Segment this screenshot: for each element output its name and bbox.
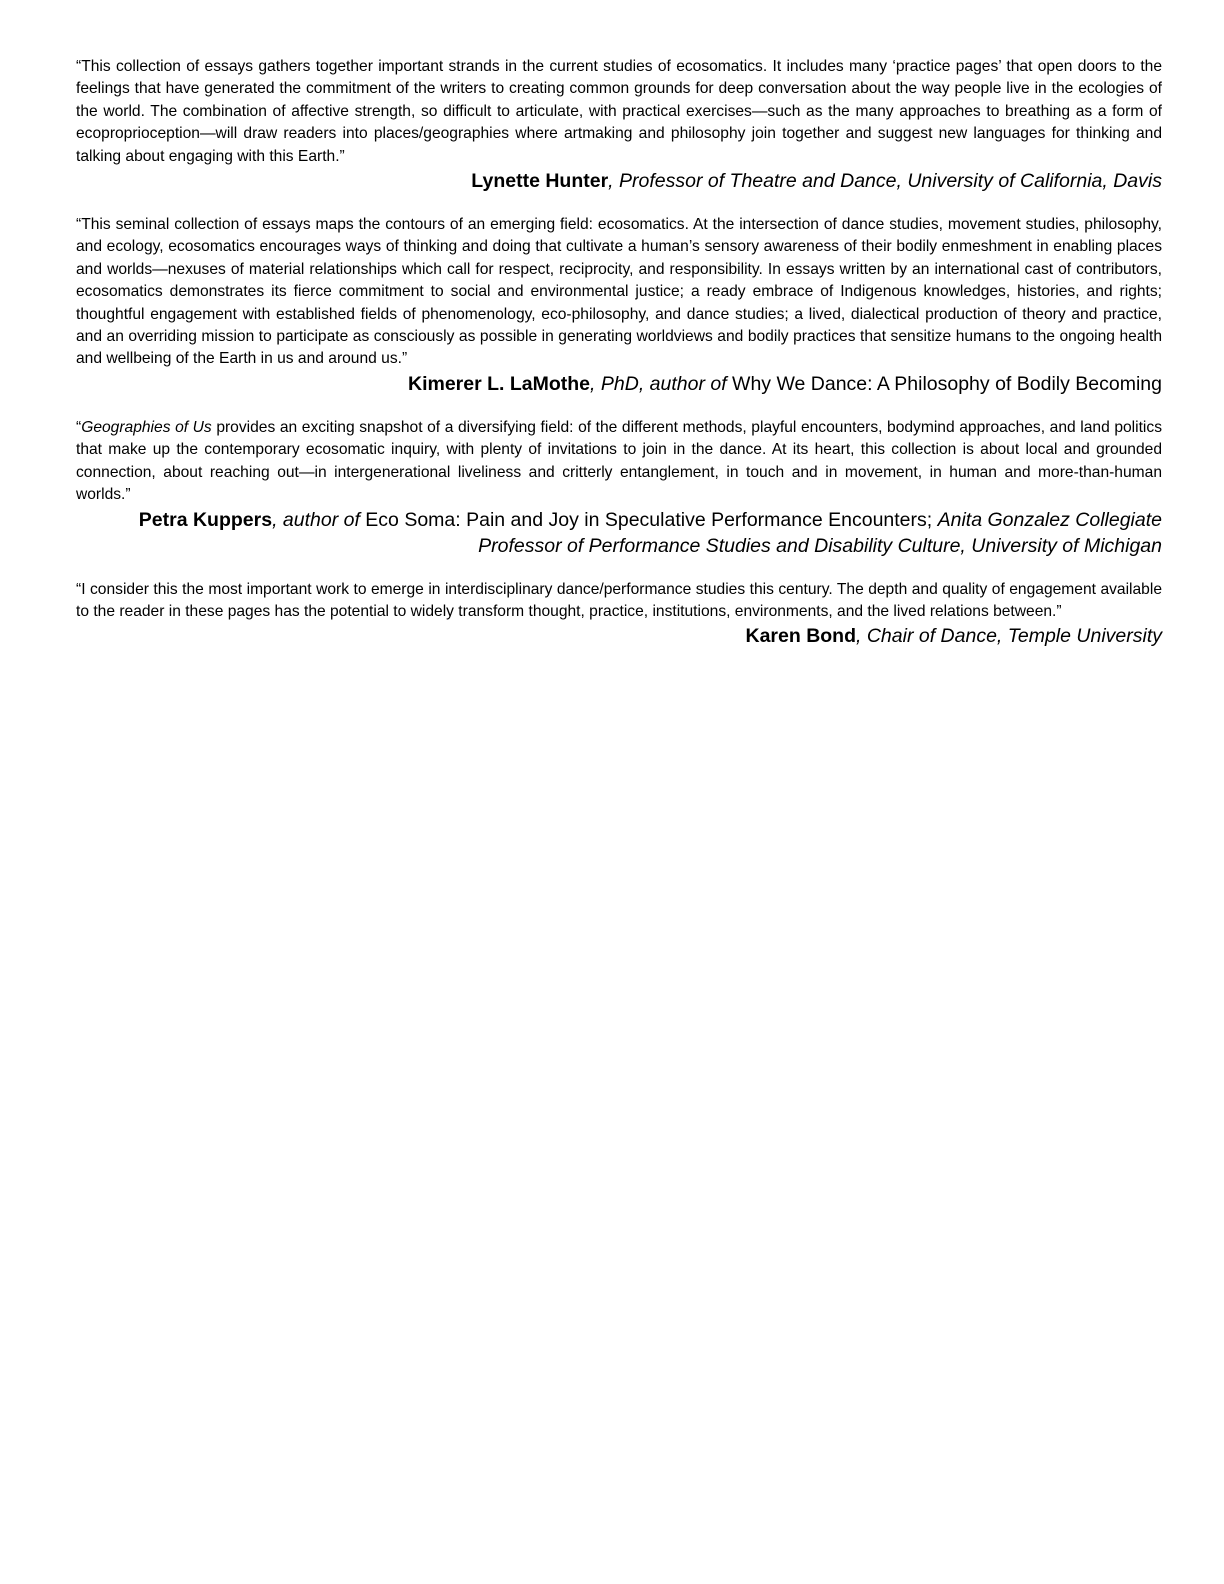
- endorser-role: , Chair of Dance, Temple University: [856, 625, 1162, 648]
- endorsement-attribution: [76, 371, 1162, 397]
- endorser-name: Lynette Hunter: [471, 170, 609, 193]
- endorsement-hunter: [76, 56, 1162, 194]
- endorsement-attribution: [76, 168, 1162, 194]
- endorser-book-title: Why We Dance: A Philosophy of Bodily Becoming: [732, 372, 1162, 395]
- endorsement-kuppers: [76, 417, 1162, 559]
- quote-open-mark: “: [76, 418, 82, 436]
- endorser-role: , PhD, author of: [590, 372, 733, 395]
- endorsement-quote: “I consider this the most important work to emerge in interdisciplinary dance/performance studies this century. The depth and quality of engagement available to the reader in these pages has the potential to widely transform thought, practice, institutions, environments, and the lived relations between.”: [76, 580, 1162, 620]
- endorser-role: , Professor of Theatre and Dance, University of California, Davis: [608, 170, 1162, 193]
- endorsement-attribution: [76, 507, 1162, 559]
- endorser-name: Karen Bond: [745, 625, 857, 648]
- endorsement-quote: [76, 417, 1162, 507]
- endorser-affiliation: Anita Gonzalez Collegiate Professor of Performance Studies and Disability Culture, University of Michigan: [478, 508, 1162, 557]
- quote-body: provides an exciting snapshot of a diversifying field: of the different methods, playful encounters, bodymind approaches, and land politics that make up the contemporary ecosomatic inquiry, with plenty of invitations to join in the dance. At its heart, this collection is about local and grounded connection, about reaching out—in intergenerational liveliness and critterly entanglement, in touch and in movement, in human and more-than-human worlds.”: [76, 418, 1162, 504]
- endorsement-attribution: [76, 623, 1162, 649]
- endorsement-quote: “This collection of essays gathers together important strands in the current studies of ecosomatics. It includes many ‘practice pages’ that open doors to the feelings that have generated the commitment of the writers to creating common grounds for deep conversation about the way people live in the ecologies of the world. The combination of affective strength, so difficult to articulate, with practical exercises—such as the many approaches to breathing as a form of ecoproprioception—will draw readers into places/geographies where artmaking and philosophy join together and suggest new languages for thinking and talking about engaging with this Earth.”: [76, 58, 1162, 165]
- endorser-book-title: Eco Soma: Pain and Joy in Speculative Performance Encounters;: [365, 508, 938, 531]
- quote-book-title: Geographies of Us: [81, 418, 212, 436]
- endorser-role: , author of: [272, 508, 366, 531]
- endorsement-quote: “This seminal collection of essays maps the contours of an emerging field: ecosomatics. At the intersection of dance studies, movement studies, philosophy, and ecology, ecosomatics encourages ways of thinking and doing that cultivate a human’s sensory awareness of their bodily enmeshment in enabling places and worlds—nexuses of material relationships which call for respect, reciprocity, and responsibility. In essays written by an international cast of contributors, ecosomatics demonstrates its fierce commitment to social and environmental justice; a ready embrace of Indigenous knowledges, histories, and rights; thoughtful engagement with established fields of phenomenology, eco-philosophy, and dance studies; a lived, dialectical production of theory and practice, and an overriding mission to participate as consciously as possible in generating worldviews and bodily practices that sensitize humans to the ongoing health and wellbeing of the Earth in us and around us.”: [76, 216, 1162, 368]
- endorsement-lamothe: [76, 214, 1162, 397]
- endorsement-bond: [76, 579, 1162, 650]
- endorsements-page: [76, 56, 1162, 669]
- endorser-name: Kimerer L. LaMothe: [408, 372, 591, 395]
- endorser-name: Petra Kuppers: [138, 508, 273, 531]
